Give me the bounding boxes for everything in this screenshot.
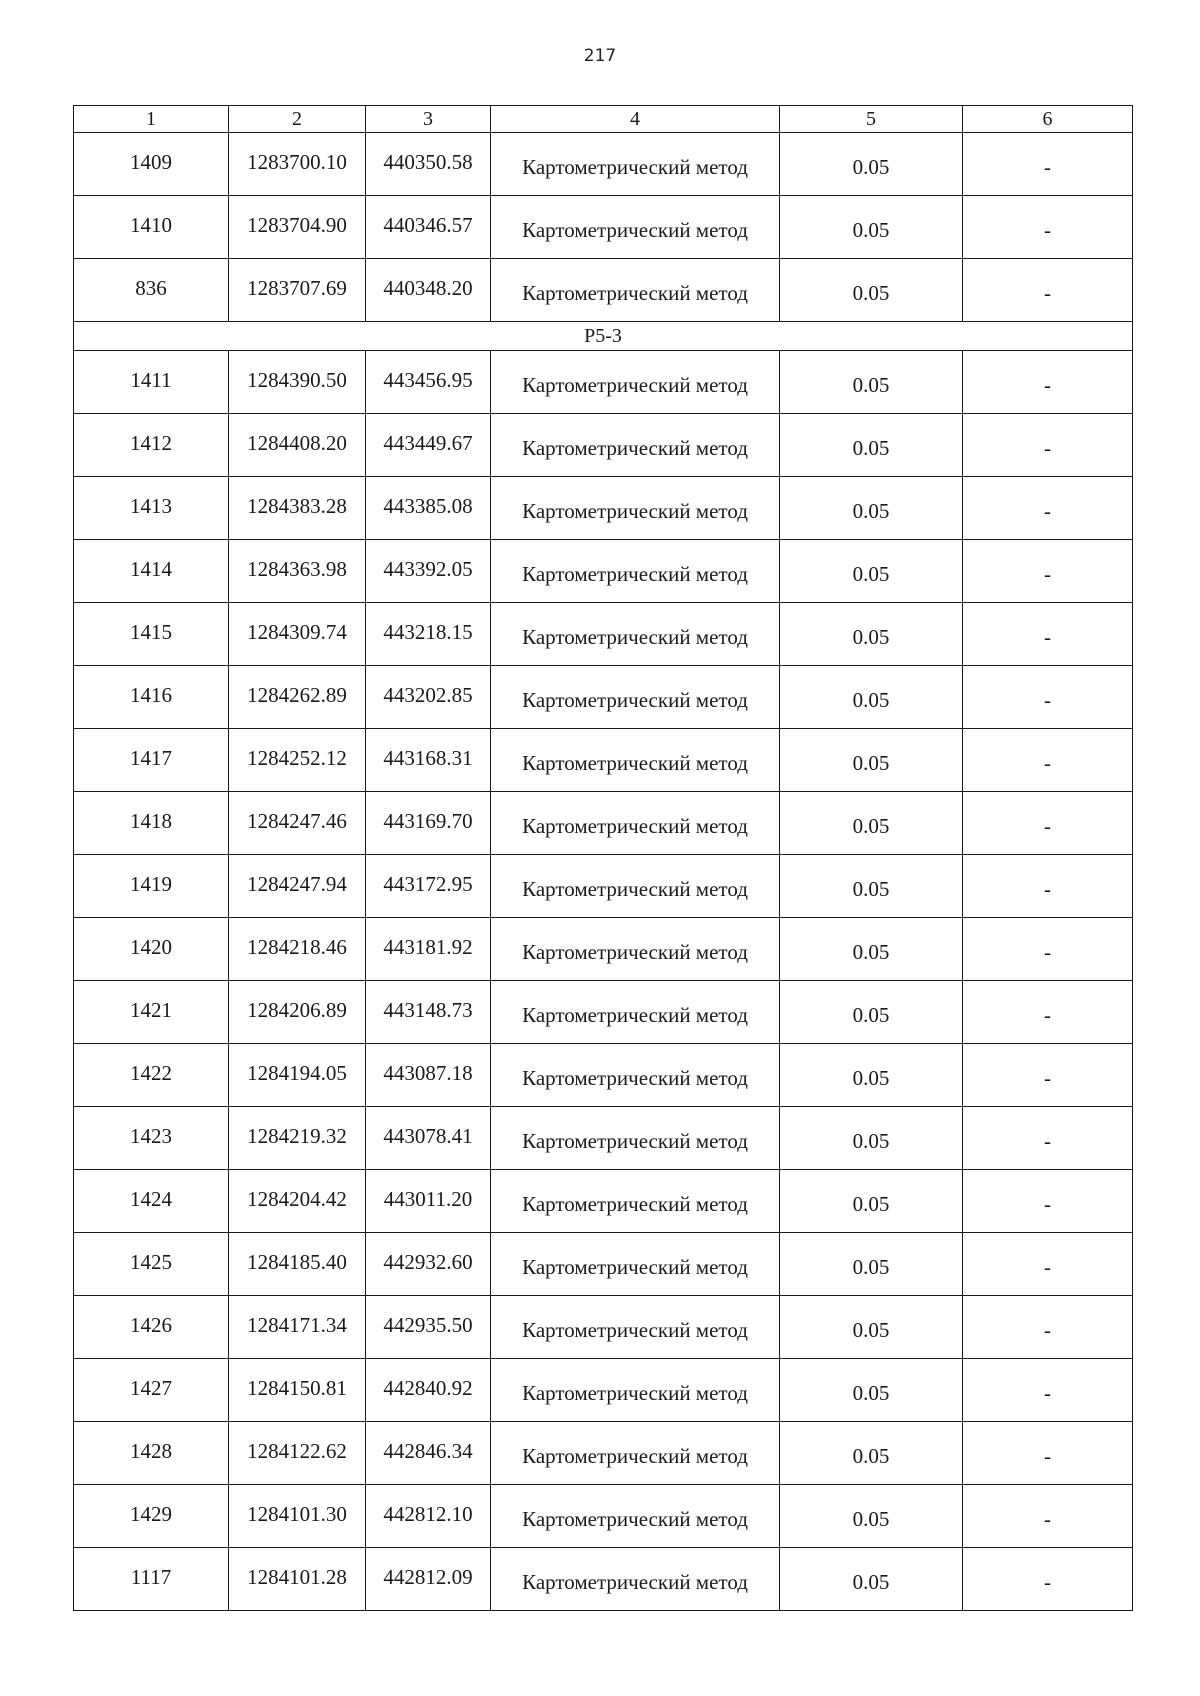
y-coordinate-cell: 443087.18: [366, 1044, 491, 1107]
note-cell: -: [963, 729, 1133, 792]
accuracy-cell: 0.05: [780, 1233, 963, 1296]
x-coordinate-cell: 1284383.28: [229, 477, 366, 540]
note-cell: -: [963, 918, 1133, 981]
note-cell: -: [963, 477, 1133, 540]
table-row: [74, 855, 1133, 918]
note-cell: -: [963, 351, 1133, 414]
method-cell: Картометрический метод: [491, 1422, 780, 1485]
note-cell: -: [963, 196, 1133, 259]
note-cell: -: [963, 1233, 1133, 1296]
point-number-cell: 1425: [74, 1233, 229, 1296]
table-row: [74, 351, 1133, 414]
accuracy-cell: 0.05: [780, 603, 963, 666]
table-row: [74, 666, 1133, 729]
x-coordinate-cell: 1283707.69: [229, 259, 366, 322]
y-coordinate-cell: 442840.92: [366, 1359, 491, 1422]
accuracy-cell: 0.05: [780, 1296, 963, 1359]
method-cell: Картометрический метод: [491, 729, 780, 792]
method-cell: Картометрический метод: [491, 1233, 780, 1296]
x-coordinate-cell: 1284247.46: [229, 792, 366, 855]
point-number-cell: 1424: [74, 1170, 229, 1233]
method-cell: Картометрический метод: [491, 196, 780, 259]
y-coordinate-cell: 442812.09: [366, 1548, 491, 1611]
accuracy-cell: 0.05: [780, 196, 963, 259]
note-cell: -: [963, 792, 1133, 855]
column-header: 1: [74, 106, 229, 133]
table-row: [74, 540, 1133, 603]
table-row: [74, 1422, 1133, 1485]
y-coordinate-cell: 443202.85: [366, 666, 491, 729]
x-coordinate-cell: 1284309.74: [229, 603, 366, 666]
y-coordinate-cell: 443456.95: [366, 351, 491, 414]
x-coordinate-cell: 1284218.46: [229, 918, 366, 981]
note-cell: -: [963, 259, 1133, 322]
accuracy-cell: 0.05: [780, 1170, 963, 1233]
method-cell: Картометрический метод: [491, 1359, 780, 1422]
table-row: [74, 196, 1133, 259]
x-coordinate-cell: 1284194.05: [229, 1044, 366, 1107]
y-coordinate-cell: 443449.67: [366, 414, 491, 477]
method-cell: Картометрический метод: [491, 981, 780, 1044]
method-cell: Картометрический метод: [491, 1170, 780, 1233]
table-row: [74, 1548, 1133, 1611]
note-cell: -: [963, 981, 1133, 1044]
x-coordinate-cell: 1284150.81: [229, 1359, 366, 1422]
accuracy-cell: 0.05: [780, 729, 963, 792]
method-cell: Картометрический метод: [491, 477, 780, 540]
accuracy-cell: 0.05: [780, 666, 963, 729]
point-number-cell: 1418: [74, 792, 229, 855]
x-coordinate-cell: 1284247.94: [229, 855, 366, 918]
method-cell: Картометрический метод: [491, 1296, 780, 1359]
y-coordinate-cell: 443169.70: [366, 792, 491, 855]
method-cell: Картометрический метод: [491, 540, 780, 603]
y-coordinate-cell: 443078.41: [366, 1107, 491, 1170]
note-cell: -: [963, 855, 1133, 918]
point-number-cell: 1423: [74, 1107, 229, 1170]
table-row: [74, 729, 1133, 792]
table-row: [74, 1107, 1133, 1170]
table-row: [74, 133, 1133, 196]
point-number-cell: 1427: [74, 1359, 229, 1422]
point-number-cell: 1413: [74, 477, 229, 540]
table-row: [74, 1359, 1133, 1422]
x-coordinate-cell: 1284101.28: [229, 1548, 366, 1611]
y-coordinate-cell: 443385.08: [366, 477, 491, 540]
y-coordinate-cell: 443392.05: [366, 540, 491, 603]
accuracy-cell: 0.05: [780, 414, 963, 477]
table-row: [74, 259, 1133, 322]
accuracy-cell: 0.05: [780, 1485, 963, 1548]
accuracy-cell: 0.05: [780, 351, 963, 414]
note-cell: -: [963, 540, 1133, 603]
method-cell: Картометрический метод: [491, 855, 780, 918]
accuracy-cell: 0.05: [780, 259, 963, 322]
table-row: [74, 1233, 1133, 1296]
note-cell: -: [963, 1170, 1133, 1233]
point-number-cell: 1416: [74, 666, 229, 729]
method-cell: Картометрический метод: [491, 603, 780, 666]
method-cell: Картометрический метод: [491, 351, 780, 414]
y-coordinate-cell: 443181.92: [366, 918, 491, 981]
note-cell: -: [963, 133, 1133, 196]
x-coordinate-cell: 1284390.50: [229, 351, 366, 414]
x-coordinate-cell: 1284185.40: [229, 1233, 366, 1296]
note-cell: -: [963, 603, 1133, 666]
accuracy-cell: 0.05: [780, 855, 963, 918]
point-number-cell: 1117: [74, 1548, 229, 1611]
accuracy-cell: 0.05: [780, 1107, 963, 1170]
y-coordinate-cell: 443168.31: [366, 729, 491, 792]
y-coordinate-cell: 440348.20: [366, 259, 491, 322]
x-coordinate-cell: 1283700.10: [229, 133, 366, 196]
x-coordinate-cell: 1284219.32: [229, 1107, 366, 1170]
point-number-cell: 1412: [74, 414, 229, 477]
note-cell: -: [963, 666, 1133, 729]
note-cell: -: [963, 414, 1133, 477]
x-coordinate-cell: 1284204.42: [229, 1170, 366, 1233]
accuracy-cell: 0.05: [780, 792, 963, 855]
method-cell: Картометрический метод: [491, 1044, 780, 1107]
column-header: 6: [963, 106, 1133, 133]
point-number-cell: 1426: [74, 1296, 229, 1359]
note-cell: -: [963, 1422, 1133, 1485]
note-cell: -: [963, 1359, 1133, 1422]
point-number-cell: 1429: [74, 1485, 229, 1548]
point-number-cell: 1419: [74, 855, 229, 918]
y-coordinate-cell: 443172.95: [366, 855, 491, 918]
table-row: [74, 1044, 1133, 1107]
table-row: [74, 1485, 1133, 1548]
x-coordinate-cell: 1284262.89: [229, 666, 366, 729]
y-coordinate-cell: 442935.50: [366, 1296, 491, 1359]
note-cell: -: [963, 1107, 1133, 1170]
y-coordinate-cell: 443218.15: [366, 603, 491, 666]
method-cell: Картометрический метод: [491, 259, 780, 322]
note-cell: -: [963, 1548, 1133, 1611]
table-row: [74, 477, 1133, 540]
accuracy-cell: 0.05: [780, 1359, 963, 1422]
method-cell: Картометрический метод: [491, 1485, 780, 1548]
y-coordinate-cell: 443011.20: [366, 1170, 491, 1233]
y-coordinate-cell: 443148.73: [366, 981, 491, 1044]
note-cell: -: [963, 1044, 1133, 1107]
table-body: [74, 106, 1133, 1611]
y-coordinate-cell: 440346.57: [366, 196, 491, 259]
point-number-cell: 1428: [74, 1422, 229, 1485]
column-header: 5: [780, 106, 963, 133]
coordinates-table: [73, 105, 1133, 1611]
note-cell: -: [963, 1296, 1133, 1359]
x-coordinate-cell: 1284408.20: [229, 414, 366, 477]
point-number-cell: 1422: [74, 1044, 229, 1107]
y-coordinate-cell: 440350.58: [366, 133, 491, 196]
section-row: [74, 322, 1133, 351]
table-row: [74, 918, 1133, 981]
method-cell: Картометрический метод: [491, 414, 780, 477]
accuracy-cell: 0.05: [780, 540, 963, 603]
note-cell: -: [963, 1485, 1133, 1548]
table-row: [74, 414, 1133, 477]
accuracy-cell: 0.05: [780, 1548, 963, 1611]
column-header: 4: [491, 106, 780, 133]
method-cell: Картометрический метод: [491, 1548, 780, 1611]
table-row: [74, 1170, 1133, 1233]
point-number-cell: 836: [74, 259, 229, 322]
point-number-cell: 1415: [74, 603, 229, 666]
point-number-cell: 1409: [74, 133, 229, 196]
point-number-cell: 1421: [74, 981, 229, 1044]
method-cell: Картометрический метод: [491, 1107, 780, 1170]
method-cell: Картометрический метод: [491, 792, 780, 855]
page-number: 217: [583, 46, 617, 66]
method-cell: Картометрический метод: [491, 918, 780, 981]
x-coordinate-cell: 1284363.98: [229, 540, 366, 603]
table-row: [74, 1296, 1133, 1359]
y-coordinate-cell: 442846.34: [366, 1422, 491, 1485]
point-number-cell: 1417: [74, 729, 229, 792]
table-row: [74, 792, 1133, 855]
x-coordinate-cell: 1284101.30: [229, 1485, 366, 1548]
accuracy-cell: 0.05: [780, 477, 963, 540]
point-number-cell: 1420: [74, 918, 229, 981]
column-header-row: [74, 106, 1133, 133]
x-coordinate-cell: 1284252.12: [229, 729, 366, 792]
accuracy-cell: 0.05: [780, 1044, 963, 1107]
accuracy-cell: 0.05: [780, 918, 963, 981]
y-coordinate-cell: 442812.10: [366, 1485, 491, 1548]
point-number-cell: 1410: [74, 196, 229, 259]
x-coordinate-cell: 1283704.90: [229, 196, 366, 259]
accuracy-cell: 0.05: [780, 1422, 963, 1485]
method-cell: Картометрический метод: [491, 666, 780, 729]
y-coordinate-cell: 442932.60: [366, 1233, 491, 1296]
x-coordinate-cell: 1284122.62: [229, 1422, 366, 1485]
column-header: 3: [366, 106, 491, 133]
accuracy-cell: 0.05: [780, 133, 963, 196]
accuracy-cell: 0.05: [780, 981, 963, 1044]
point-number-cell: 1414: [74, 540, 229, 603]
section-label: Р5-3: [74, 322, 1133, 351]
table-row: [74, 603, 1133, 666]
table-row: [74, 981, 1133, 1044]
point-number-cell: 1411: [74, 351, 229, 414]
x-coordinate-cell: 1284206.89: [229, 981, 366, 1044]
column-header: 2: [229, 106, 366, 133]
x-coordinate-cell: 1284171.34: [229, 1296, 366, 1359]
method-cell: Картометрический метод: [491, 133, 780, 196]
